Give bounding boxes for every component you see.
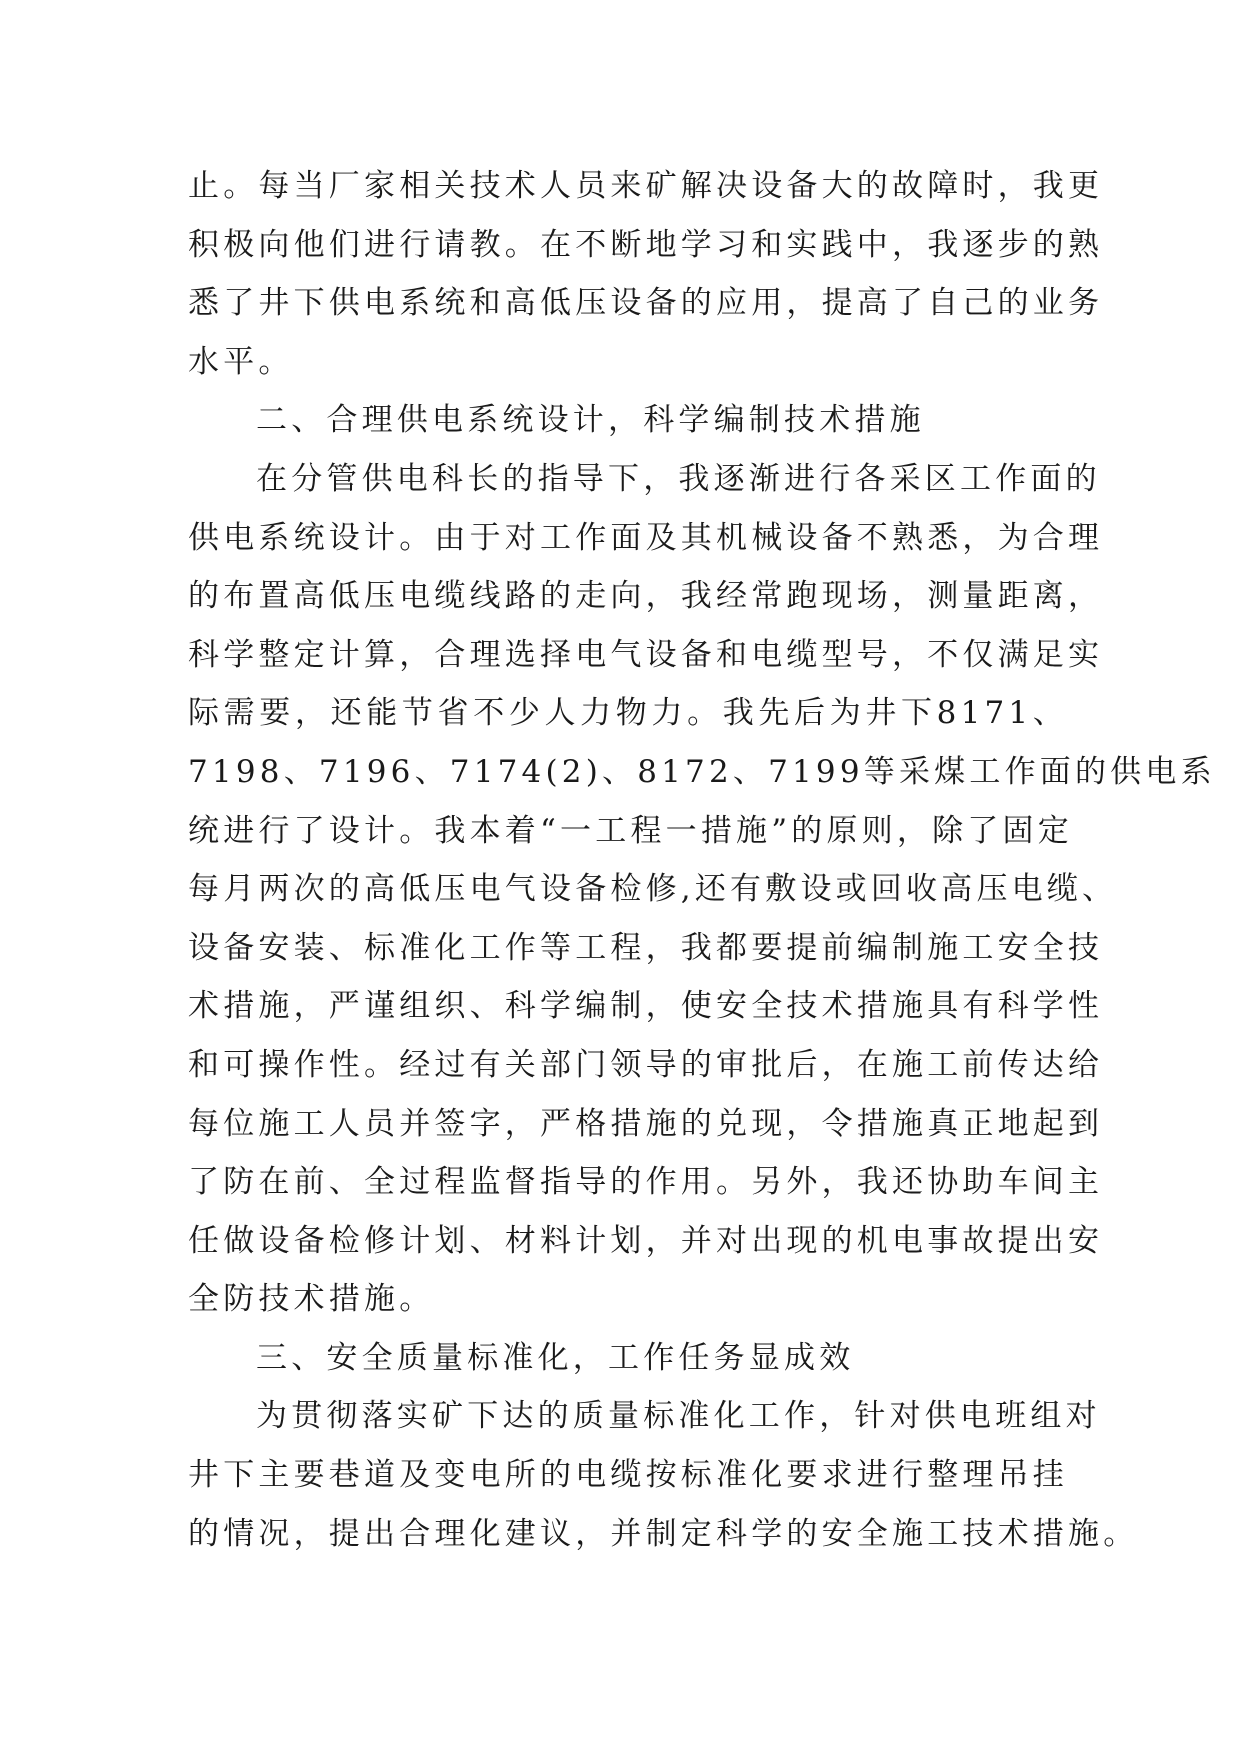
text-line: 的布置高低压电缆线路的走向，我经常跑现场，测量距离， — [188, 578, 1104, 615]
text-line: 止。每当厂家相关技术人员来矿解决设备大的故障时，我更 — [188, 168, 1104, 204]
section-heading-3: 三、安全质量标准化，工作任务显成效 — [256, 1339, 855, 1376]
text-line: 术措施，严谨组织、科学编制，使安全技术措施具有科学性 — [188, 988, 1104, 1025]
text-line: 水平。 — [188, 343, 294, 380]
text-line: 和可操作性。经过有关部门领导的审批后，在施工前传达给 — [188, 1046, 1104, 1083]
paragraph-start: 在分管供电科长的指导下，我逐渐进行各采区工作面的 — [256, 460, 1101, 497]
text-line: 统进行了设计。我本着“一工程一措施”的原则，除了固定 — [188, 812, 1073, 849]
section-heading-2: 二、合理供电系统设计，科学编制技术措施 — [256, 402, 925, 439]
text-line: 设备安装、标准化工作等工程，我都要提前编制施工安全技 — [188, 929, 1104, 966]
paragraph-start: 为贯彻落实矿下达的质量标准化工作，针对供电班组对 — [256, 1398, 1101, 1435]
text-line: 了防在前、全过程监督指导的作用。另外，我还协助车间主 — [188, 1164, 1104, 1201]
text-line: 际需要，还能节省不少人力物力。我先后为井下8171、 — [188, 695, 1068, 732]
text-line: 悉了井下供电系统和高低压设备的应用，提高了自己的业务 — [188, 285, 1104, 322]
document-body — [188, 157, 1216, 1563]
text-line: 全防技术措施。 — [188, 1281, 435, 1318]
text-line: 的情况，提出合理化建议，并制定科学的安全施工技术措施。 — [188, 1515, 1139, 1552]
text-line: 科学整定计算，合理选择电气设备和电缆型号，不仅满足实 — [188, 636, 1104, 673]
text-line: 7198、7196、7174(2)、8172、7199等采煤工作面的供电系 — [188, 753, 1216, 790]
text-line: 井下主要巷道及变电所的电缆按标准化要求进行整理吊挂 — [188, 1457, 1068, 1494]
text-line: 每月两次的高低压电气设备检修,还有敷设或回收高压电缆、 — [188, 871, 1118, 908]
text-line: 任做设备检修计划、材料计划，并对出现的机电事故提出安 — [188, 1222, 1104, 1259]
text-line: 每位施工人员并签字，严格措施的兑现，令措施真正地起到 — [188, 1105, 1104, 1142]
text-line: 积极向他们进行请教。在不断地学习和实践中，我逐步的熟 — [188, 226, 1104, 263]
text-line: 供电系统设计。由于对工作面及其机械设备不熟悉，为合理 — [188, 519, 1104, 556]
